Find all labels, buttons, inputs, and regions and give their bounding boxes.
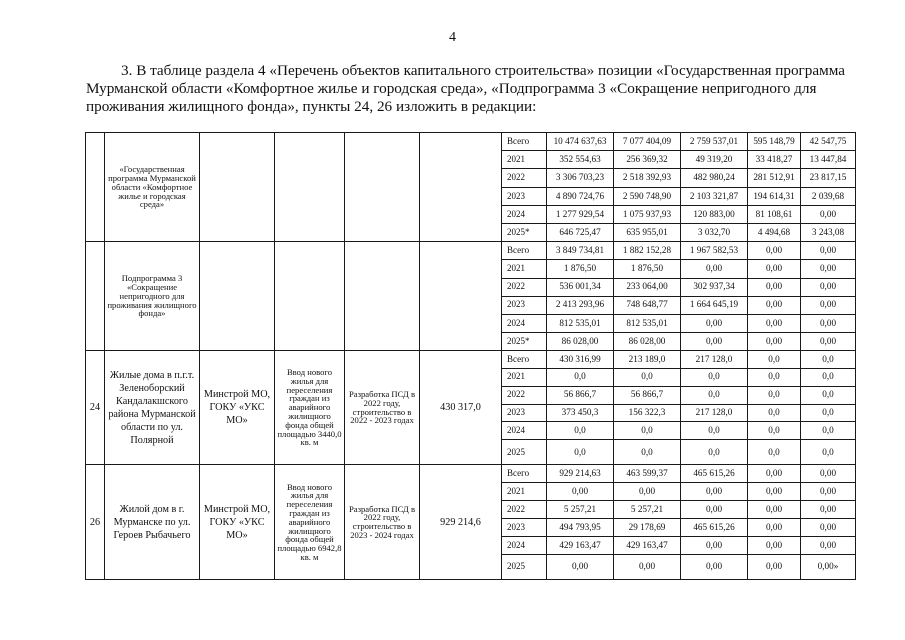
value-cell: 0,00 [748,314,801,332]
value-cell: 1 967 582,53 [681,242,748,260]
year-cell: 2023 [502,519,547,537]
value-cell: 482 980,24 [681,169,748,187]
value-cell: 3 243,08 [801,224,856,242]
value-cell: 0,0 [748,368,801,386]
value-cell: 0,00 [614,554,681,579]
value-cell: 302 937,34 [681,278,748,296]
objects-table-body [86,133,856,580]
documentation-stage [345,133,420,242]
page-number: 4 [449,30,456,45]
year-cell: Всего [502,465,547,483]
value-cell: 56 866,7 [614,386,681,404]
year-cell: 2025* [502,332,547,350]
value-cell: 0,00 [801,278,856,296]
value-cell: 0,0 [748,440,801,465]
value-cell: 0,00 [801,296,856,314]
value-cell: 0,0 [681,368,748,386]
customer [200,242,275,351]
value-cell: 42 547,75 [801,133,856,151]
year-cell: Всего [502,242,547,260]
value-cell: 494 793,95 [547,519,614,537]
value-cell: 0,00 [748,554,801,579]
value-cell: 0,0 [748,386,801,404]
value-cell: 1 277 929,54 [547,206,614,224]
value-cell: 86 028,00 [547,332,614,350]
value-cell: 1 664 645,19 [681,296,748,314]
value-cell: 0,0 [748,422,801,440]
value-cell: 646 725,47 [547,224,614,242]
value-cell: 0,0 [748,350,801,368]
year-cell: 2024 [502,422,547,440]
value-cell: 0,00 [801,465,856,483]
value-cell: 812 535,01 [547,314,614,332]
object-name: Жилые дома в п.г.т. Зеленоборский Кандалакшского района Мурманской области по ул. Полярной [105,350,200,465]
value-cell: 0,00 [681,260,748,278]
year-cell: 2022 [502,501,547,519]
year-cell: 2024 [502,206,547,224]
value-cell: 3 849 734,81 [547,242,614,260]
value-cell: 7 077 404,09 [614,133,681,151]
value-cell: 3 306 703,23 [547,169,614,187]
value-cell: 23 817,15 [801,169,856,187]
value-cell: 0,00 [801,314,856,332]
value-cell: 0,00 [681,483,748,501]
value-cell: 0,0 [801,422,856,440]
year-cell: 2023 [502,296,547,314]
value-cell: 10 474 637,63 [547,133,614,151]
year-cell: 2024 [502,314,547,332]
row-number: 26 [86,465,105,579]
value-cell: 2 413 293,96 [547,296,614,314]
value-cell: 2 039,68 [801,187,856,205]
value-cell: 635 955,01 [614,224,681,242]
value-cell: 1 075 937,93 [614,206,681,224]
value-cell: 0,00 [748,501,801,519]
value-cell: 0,0 [801,440,856,465]
value-cell: 213 189,0 [614,350,681,368]
year-cell: Всего [502,133,547,151]
value-cell: 81 108,61 [748,206,801,224]
value-cell: 0,00 [681,314,748,332]
value-cell: 0,00 [748,260,801,278]
year-cell: 2021 [502,260,547,278]
row-number: 24 [86,350,105,465]
value-cell: 0,00 [748,278,801,296]
value-cell: 217 128,0 [681,350,748,368]
intro-paragraph: 3. В таблице раздела 4 «Перечень объектов капитального строительства» позиции «Государственная программа Мурманской области «Комфортное жилье и городская среда», «Подпрограмма 3 «Сокращение непригодного для проживания жилищного фонда», пункты 24, 26 изложить в редакции: [86,62,845,115]
value-cell: 3 032,70 [681,224,748,242]
year-cell: 2023 [502,404,547,422]
value-cell: 0,00 [801,537,856,555]
row-number [86,242,105,351]
value-cell: 0,00 [681,332,748,350]
documentation-stage: Разработка ПСД в 2022 году, строительство в 2022 - 2023 годах [345,350,420,465]
value-cell: 86 028,00 [614,332,681,350]
value-cell: 352 554,63 [547,150,614,168]
value-cell: 812 535,01 [614,314,681,332]
value-cell: 429 163,47 [547,537,614,555]
value-cell: 463 599,37 [614,465,681,483]
object-description [275,242,345,351]
value-cell: 0,00 [614,483,681,501]
object-description [275,133,345,242]
value-cell: 0,0 [801,368,856,386]
year-cell: 2021 [502,483,547,501]
value-cell: 2 103 321,87 [681,187,748,205]
value-cell: 56 866,7 [547,386,614,404]
estimated-cost [420,242,502,351]
value-cell: 0,00 [801,260,856,278]
value-cell: 0,00 [681,537,748,555]
value-cell: 194 614,31 [748,187,801,205]
year-cell: 2022 [502,169,547,187]
value-cell: 373 450,3 [547,404,614,422]
value-cell: 29 178,69 [614,519,681,537]
year-cell: 2022 [502,278,547,296]
year-cell: 2021 [502,368,547,386]
value-cell: 0,00 [748,332,801,350]
value-cell: 120 883,00 [681,206,748,224]
documentation-stage [345,242,420,351]
value-cell: 0,00 [801,519,856,537]
value-cell: 49 319,20 [681,150,748,168]
year-cell: 2024 [502,537,547,555]
estimated-cost [420,133,502,242]
value-cell: 1 882 152,28 [614,242,681,260]
customer: Минстрой МО, ГОКУ «УКС МО» [200,350,275,465]
value-cell: 156 322,3 [614,404,681,422]
value-cell: 430 316,99 [547,350,614,368]
value-cell: 0,0 [681,422,748,440]
year-cell: 2022 [502,386,547,404]
value-cell: 0,00 [547,483,614,501]
year-cell: 2025 [502,554,547,579]
value-cell: 595 148,79 [748,133,801,151]
subprogram-group-row [86,242,856,260]
value-cell: 4 890 724,76 [547,187,614,205]
value-cell: 0,00 [748,483,801,501]
year-cell: 2025 [502,440,547,465]
value-cell: 5 257,21 [614,501,681,519]
value-cell: 0,0 [801,386,856,404]
value-cell: 0,00 [681,501,748,519]
value-cell: 0,00 [748,242,801,260]
value-cell: 0,00 [681,554,748,579]
value-cell: 0,00 [801,242,856,260]
value-cell: 429 163,47 [614,537,681,555]
value-cell: 281 512,91 [748,169,801,187]
year-cell: 2021 [502,150,547,168]
documentation-stage: Разработка ПСД в 2022 году, строительство в 2023 - 2024 годах [345,465,420,579]
year-cell: 2025* [502,224,547,242]
value-cell: 0,0 [547,368,614,386]
value-cell: 0,0 [801,350,856,368]
object-26-group-row [86,465,856,483]
value-cell: 0,00 [748,519,801,537]
value-cell: 4 494,68 [748,224,801,242]
gp-group-row [86,133,856,151]
value-cell: 465 615,26 [681,519,748,537]
value-cell: 0,00 [801,501,856,519]
value-cell: 1 876,50 [547,260,614,278]
object-description: Ввод нового жилья для переселения граждан из аварийного жилищного фонда общей площадью 3440,0 кв. м [275,350,345,465]
value-cell: 0,0 [614,368,681,386]
value-cell: 0,00 [801,332,856,350]
value-cell: 0,0 [681,386,748,404]
object-24-group-row [86,350,856,368]
value-cell: 0,0 [614,422,681,440]
value-cell: 0,00 [547,554,614,579]
value-cell: 929 214,63 [547,465,614,483]
value-cell: 0,0 [614,440,681,465]
value-cell: 0,00 [748,296,801,314]
value-cell: 536 001,34 [547,278,614,296]
object-name: Жилой дом в г. Мурманске по ул. Героев Рыбачьего [105,465,200,579]
object-name: Подпрограмма 3 «Сокращение непригодного для проживания жилищного фонда» [105,242,200,351]
year-cell: Всего [502,350,547,368]
value-cell: 233 064,00 [614,278,681,296]
value-cell: 2 518 392,93 [614,169,681,187]
value-cell: 0,0 [547,422,614,440]
value-cell: 465 615,26 [681,465,748,483]
value-cell: 256 369,32 [614,150,681,168]
value-cell: 0,00 [801,483,856,501]
estimated-cost: 929 214,6 [420,465,502,579]
object-name: «Государственная программа Мурманской области «Комфортное жилье и городская среда» [105,133,200,242]
value-cell: 0,00 [801,206,856,224]
value-cell: 0,0 [547,440,614,465]
value-cell: 33 418,27 [748,150,801,168]
value-cell: 0,0 [681,440,748,465]
value-cell: 0,00 [748,465,801,483]
value-cell: 0,0 [801,404,856,422]
value-cell: 1 876,50 [614,260,681,278]
value-cell: 2 590 748,90 [614,187,681,205]
customer: Минстрой МО, ГОКУ «УКС МО» [200,465,275,579]
estimated-cost: 430 317,0 [420,350,502,465]
value-cell: 748 648,77 [614,296,681,314]
object-description: Ввод нового жилья для переселения граждан из аварийного жилищного фонда общей площадью 6942,8 кв. м [275,465,345,579]
objects-table [85,132,856,580]
value-cell: 5 257,21 [547,501,614,519]
year-cell: 2023 [502,187,547,205]
row-number [86,133,105,242]
value-cell: 0,0 [748,404,801,422]
value-cell: 2 759 537,01 [681,133,748,151]
value-cell: 0,00» [801,554,856,579]
value-cell: 217 128,0 [681,404,748,422]
value-cell: 0,00 [748,537,801,555]
value-cell: 13 447,84 [801,150,856,168]
customer [200,133,275,242]
